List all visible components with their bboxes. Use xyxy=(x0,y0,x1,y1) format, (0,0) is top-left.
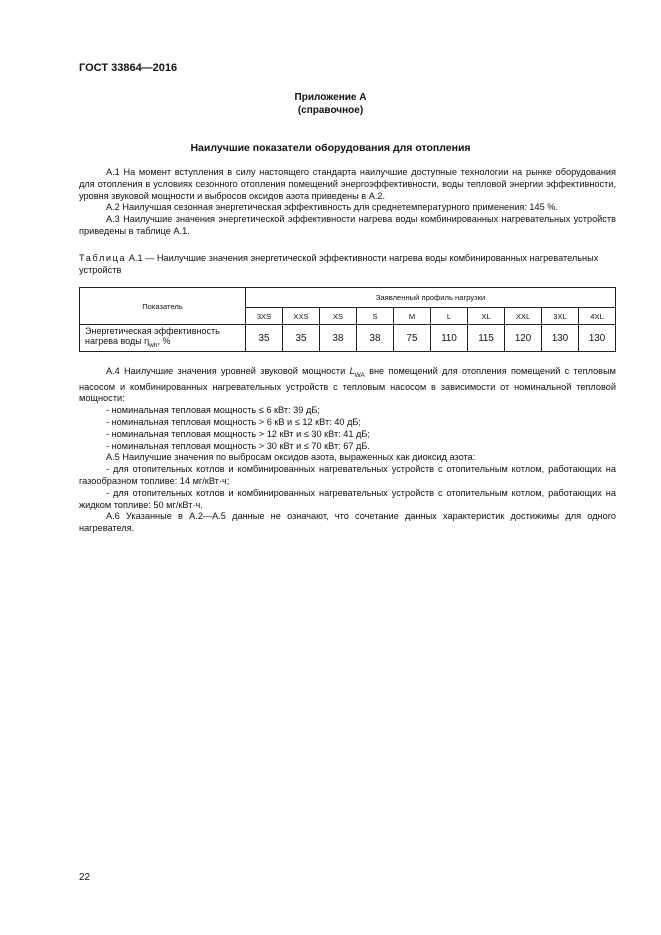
paragraph-a1: А.1 На момент вступления в силу настоящего стандарта наилучшие доступные технологии на рынке оборудования для отопления в условиях сезонного отопления помещений энергоэффективности, воды тепловой энергии эффективности, уровня звуковой мощности и выбросов оксидов азота приведены в А.2. xyxy=(79,167,616,201)
paragraph-a4 xyxy=(79,366,616,405)
profile-cell: XXS xyxy=(283,308,320,325)
list-item: - для отопительных котлов и комбинированных нагревательных устройств с отопительным котлом, работающих на газообразном топливе: 14 мг/кВт·ч; xyxy=(79,464,616,486)
paragraph-a2: А.2 Наилучшая сезонная энергетическая эффективность для среднетемпературного применения: 145 %. xyxy=(106,202,559,213)
value-cell: 38 xyxy=(320,325,357,352)
document-header: ГОСТ 33864—2016 xyxy=(79,62,178,74)
profile-cell: XL xyxy=(468,308,505,325)
table-row xyxy=(80,325,616,352)
paragraph-a6: А.6 Указанные в А.2—А.5 данные не означают, что сочетание данных характеристик достижимы для одного нагревателя. xyxy=(79,511,616,534)
intro-paragraphs xyxy=(79,167,616,238)
value-cell: 130 xyxy=(542,325,579,352)
table-caption-word: Таблица xyxy=(79,253,127,263)
indicator-header: Показатель xyxy=(80,288,246,325)
a4-post: вне помещений для отопления помещений с тепловым насосом и комбинированных нагревательных устройств с тепловым насосом в зависимости от номинальной тепловой мощности: xyxy=(79,366,616,404)
value-cell: 35 xyxy=(246,325,283,352)
value-cell: 38 xyxy=(357,325,394,352)
list-item: - для отопительных котлов и комбинированных нагревательных устройств с отопительным котлом, работающих на жидком топливе: 50 мг/кВт·ч. xyxy=(79,487,616,510)
profile-cell: 3XL xyxy=(542,308,579,325)
profile-cell: S xyxy=(357,308,394,325)
appendix-title: Приложение А xyxy=(294,92,367,103)
a4-symbol-sub: WA xyxy=(354,371,365,379)
value-cell: 115 xyxy=(468,325,505,352)
row-label xyxy=(80,325,246,352)
value-cell: 120 xyxy=(505,325,542,352)
profile-header: Заявленный профиль нагрузки xyxy=(246,288,616,308)
efficiency-table xyxy=(79,287,616,352)
section-title: Наилучшие показатели оборудования для отопления xyxy=(190,142,471,154)
row-label-main: Энергетическая эффективность нагрева воды η xyxy=(85,325,220,346)
value-cell: 35 xyxy=(283,325,320,352)
appendix-note: (справочное) xyxy=(297,105,364,116)
row-label-tail: , % xyxy=(157,335,171,346)
table-header-row xyxy=(80,288,616,308)
list-item: - номинальная тепловая мощность ≤ 6 кВт: 39 дБ; xyxy=(106,405,320,416)
value-cell: 130 xyxy=(579,325,616,352)
profile-cell: XS xyxy=(320,308,357,325)
a4-symbol: L xyxy=(349,366,355,376)
profile-cell: XXL xyxy=(505,308,542,325)
value-cell: 110 xyxy=(431,325,468,352)
page-number: 22 xyxy=(79,872,91,883)
list-item: - номинальная тепловая мощность > 12 кВт и ≤ 30 кВт: 41 дБ; xyxy=(106,428,370,439)
list-item: - номинальная тепловая мощность > 6 кВ и ≤ 12 кВт: 40 дБ; xyxy=(106,417,361,428)
paragraph-a3: А.3 Наилучшие значения энергетической эффективности нагрева воды комбинированных нагревательных устройств приведены в таблице А.1. xyxy=(79,214,616,236)
paragraph-a5: А.5 Наилучшие значения по выбросам оксидов азота, выраженных как диоксид азота: xyxy=(106,452,476,463)
row-label-sub: wh xyxy=(149,341,158,349)
body-paragraphs xyxy=(79,366,616,535)
profile-cell: 4XL xyxy=(579,308,616,325)
value-cell: 75 xyxy=(394,325,431,352)
profile-cell: M xyxy=(394,308,431,325)
table-caption xyxy=(79,253,616,277)
profile-cell: 3XS xyxy=(246,308,283,325)
a4-pre: А.4 Наилучшие значения уровней звуковой мощности xyxy=(106,366,350,376)
profile-cell: L xyxy=(431,308,468,325)
list-item: - номинальная тепловая мощность > 30 кВт и ≤ 70 кВт: 67 дБ. xyxy=(106,440,370,451)
table-caption-text: А.1 — Наилучшие значения энергетической эффективности нагрева воды комбинированных нагревательных устройств xyxy=(79,253,599,275)
